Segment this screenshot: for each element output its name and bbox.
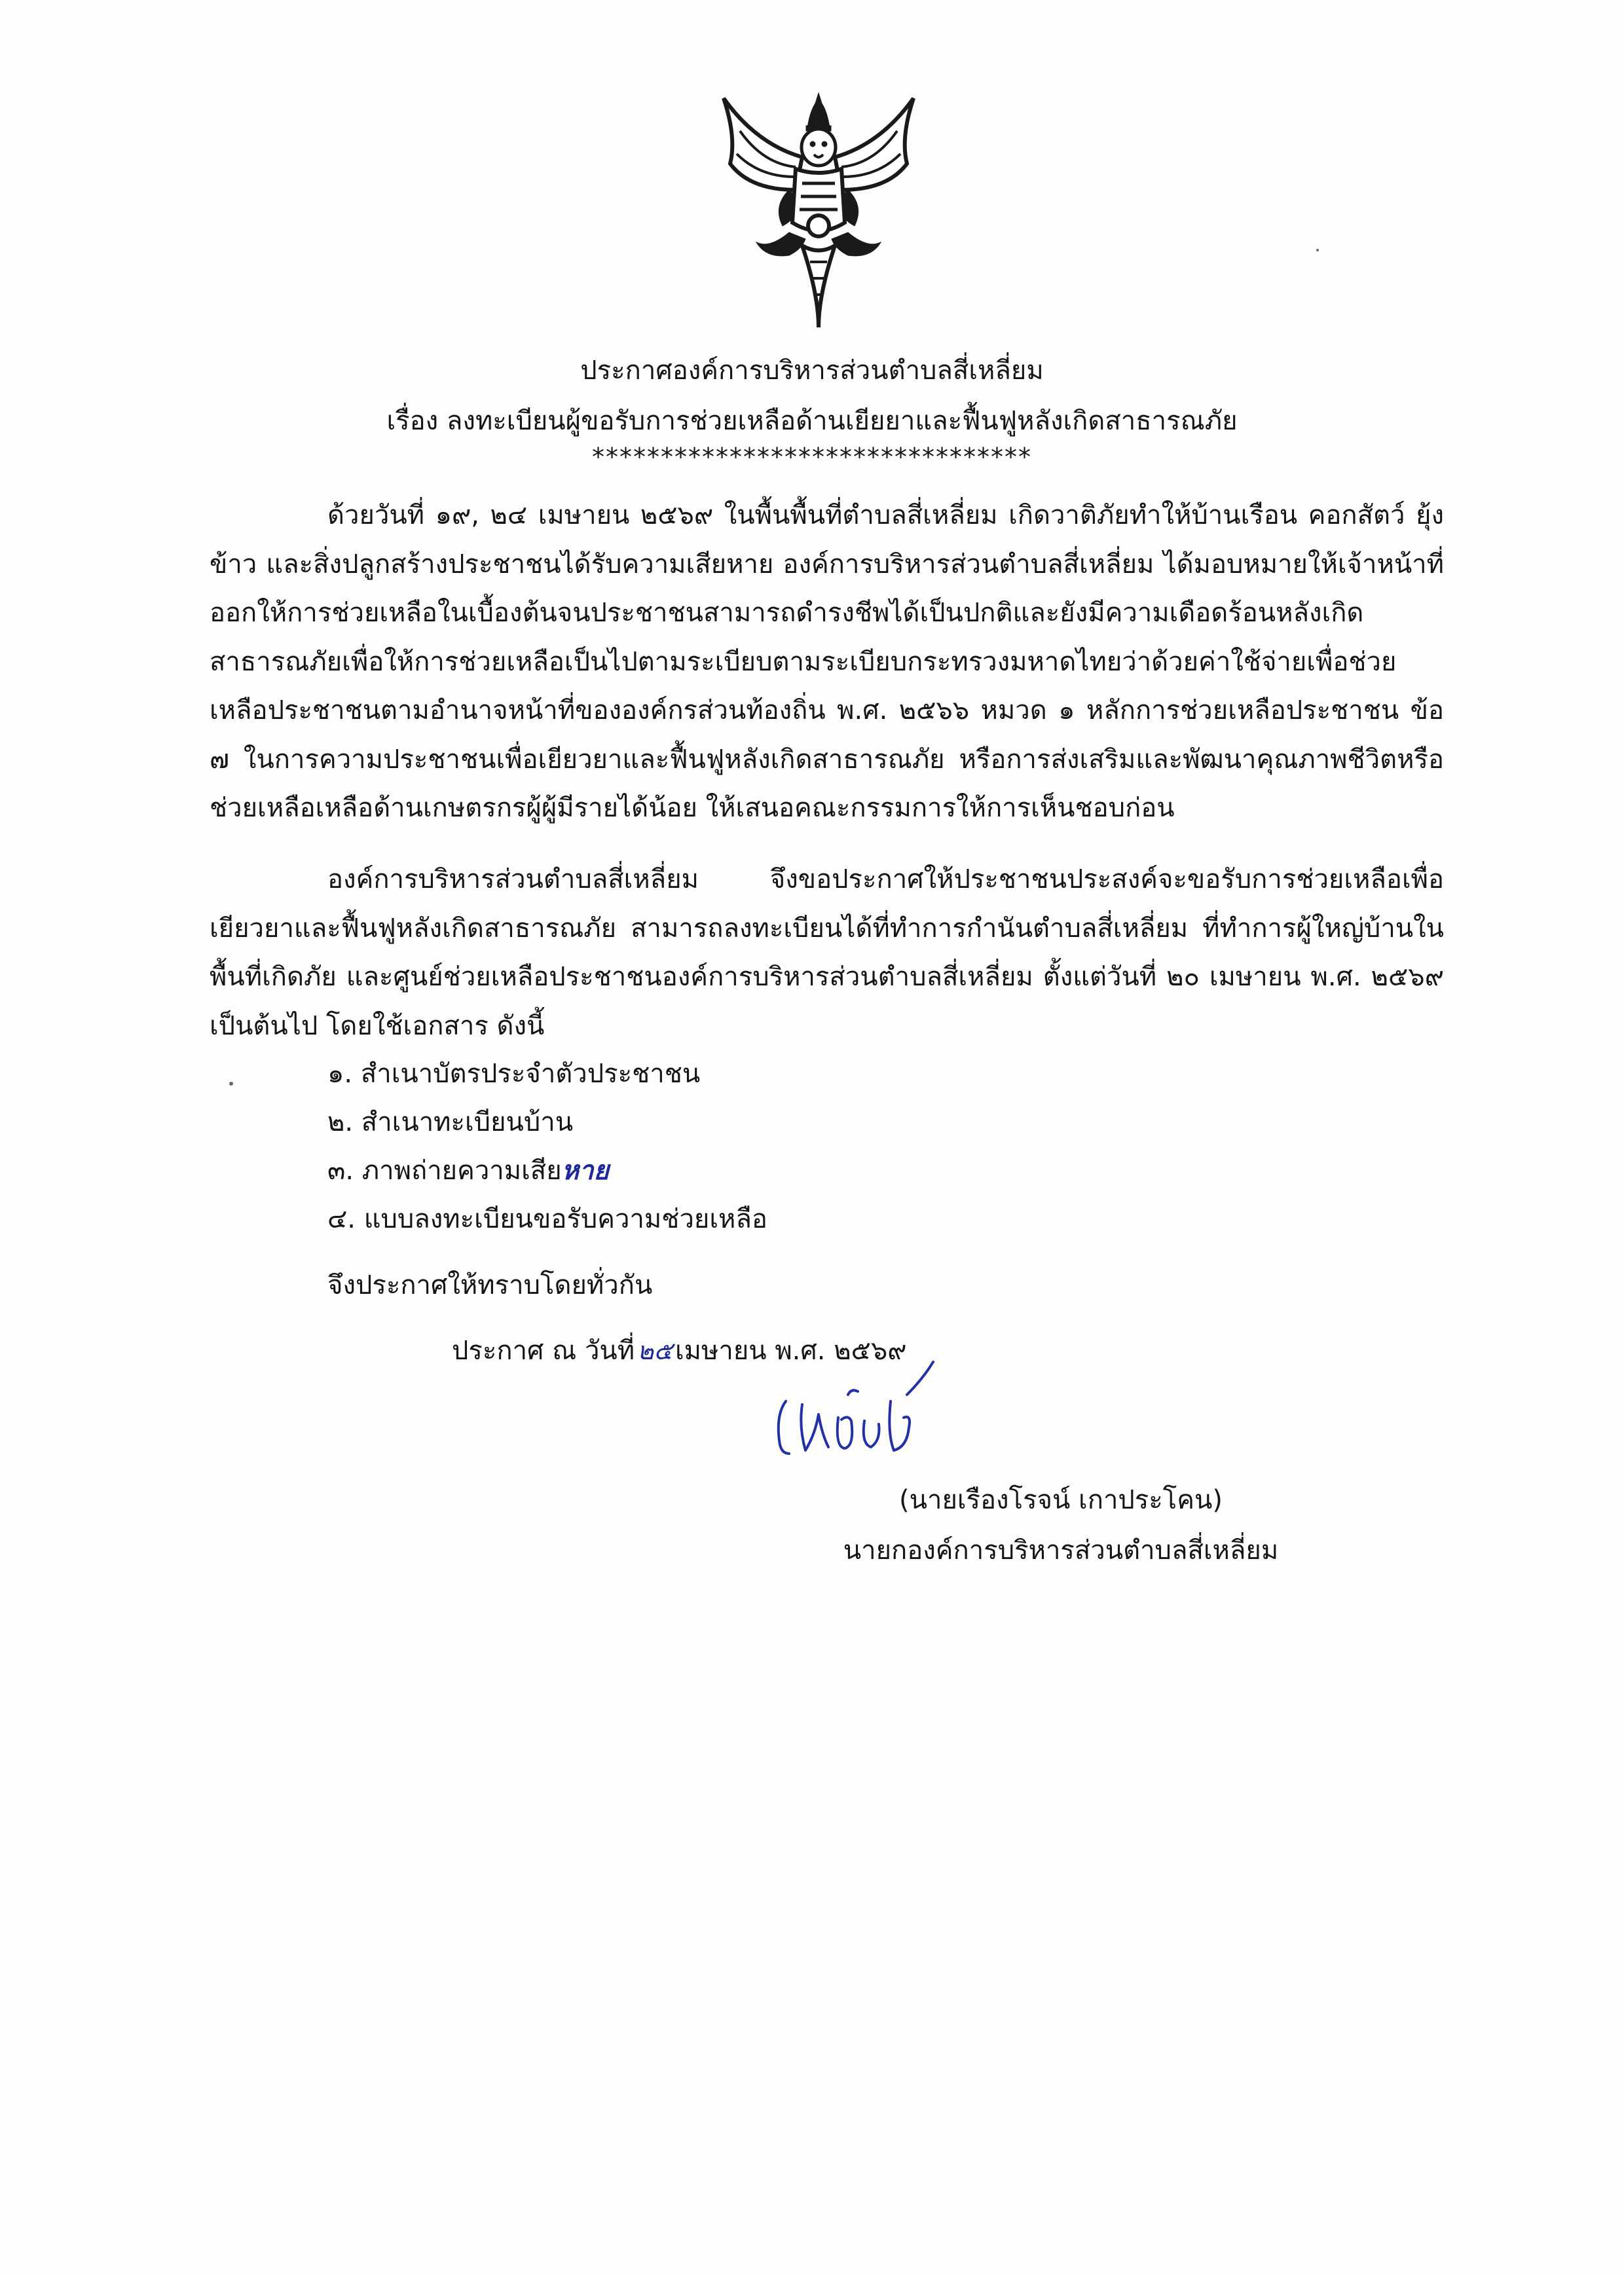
- handwritten-day: ๒๕: [637, 1336, 673, 1365]
- body-paragraph-2: องค์การบริหารส่วนตำบลสี่เหลี่ยม จึงขอประกาศให้ประชาชนประสงค์จะขอรับการช่วยเหลือเพื่อเยียวยาและฟื้นฟูหลังเกิดสาธารณภัย สามารถลงทะเบียนได้ที่ทำการกำนันตำบลสี่เหลี่ยม ที่ทำการผู้ใหญ่บ้านในพื้นที่เกิดภัย และศูนย์ช่วยเหลือประชาชนองค์การบริหารส่วนตำบลสี่เหลี่ยม ตั้งแต่วันที่ ๒๐ เมษายน พ.ศ. ๒๕๖๙ เป็นต้นไป โดยใช้เอกสาร ดังนี้: [210, 864, 1444, 1041]
- closing-statement: จึงประกาศให้ทราบโดยทั่วกัน: [327, 1270, 653, 1300]
- scan-speck: [229, 1082, 233, 1086]
- announcement-issuer: ประกาศองค์การบริหารส่วนตำบลสี่เหลี่ยม: [580, 356, 1044, 386]
- signatory-title: นายกองค์การบริหารส่วนตำบลสี่เหลี่ยม: [843, 1535, 1279, 1566]
- signatory-name: (นายเรืองโรจน์ เกาประโคน): [899, 1485, 1223, 1515]
- announcement-subject: เรื่อง ลงทะเบียนผู้ขอรับการช่วยเหลือด้านเยียยาและฟื้นฟูหลังเกิดสาธารณภัย: [386, 406, 1238, 436]
- handwritten-correction: หาย: [561, 1156, 609, 1186]
- list-item: ๔. แบบลงทะเบียนขอรับความช่วยเหลือ: [327, 1204, 767, 1234]
- date-prefix: ประกาศ ณ วันที่: [452, 1336, 635, 1366]
- list-item: ๒. สำเนาทะเบียนบ้าน: [327, 1107, 574, 1137]
- list-item: ๓. ภาพถ่ายความเสียหาย: [327, 1156, 609, 1186]
- header-divider: ********************************: [592, 443, 1032, 471]
- signature-icon: [740, 1355, 956, 1473]
- date-suffix: เมษายน พ.ศ. ๒๕๖๙: [674, 1336, 907, 1366]
- list-item: ๑. สำเนาบัตรประจำตัวประชาชน: [327, 1059, 701, 1089]
- scan-speck: [1316, 249, 1319, 251]
- body-paragraph-1: ด้วยวันที่ ๑๙, ๒๔ เมษายน ๒๕๖๙ ในพื้นพื้นที่ตำบลสี่เหลี่ยม เกิดวาติภัยทำให้บ้านเรือน คอกสัตว์ ยุ้งข้าว และสิ่งปลูกสร้างประชาชนได้รับความเสียหาย องค์การบริหารส่วนตำบลสี่เหลี่ยม ได้มอบหมายให้เจ้าหน้าที่ออกให้การช่วยเหลือในเบื้องต้นจนประชาชนสามารถดำรงชีพได้เป็นปกติและยังมีความเดือดร้อนหลังเกิดสาธารณภัยเพื่อให้การช่วยเหลือเป็นไปตามระเบียบตามระเบียบกระทรวงมหาดไทยว่าด้วยค่าใช้จ่ายเพื่อช่วยเหลือประชาชนตามอำนาจหน้าที่ขององค์กรส่วนท้องถิ่น พ.ศ. ๒๕๖๖ หมวด ๑ หลักการช่วยเหลือประชาชน ข้อ ๗ ในการความประชาชนเพื่อเยียวยาและฟื้นฟูหลังเกิดสาธารณภัย หรือการส่งเสริมและพัฒนาคุณภาพชีวิตหรือช่วยเหลือเหลือด้านเกษตรกรผู้ผู้มีรายได้น้อย ให้เสนอคณะกรรมการให้การเห็นชอบก่อน: [210, 500, 1444, 823]
- required-documents-list: [327, 1050, 767, 1243]
- garuda-emblem-icon: [710, 92, 927, 340]
